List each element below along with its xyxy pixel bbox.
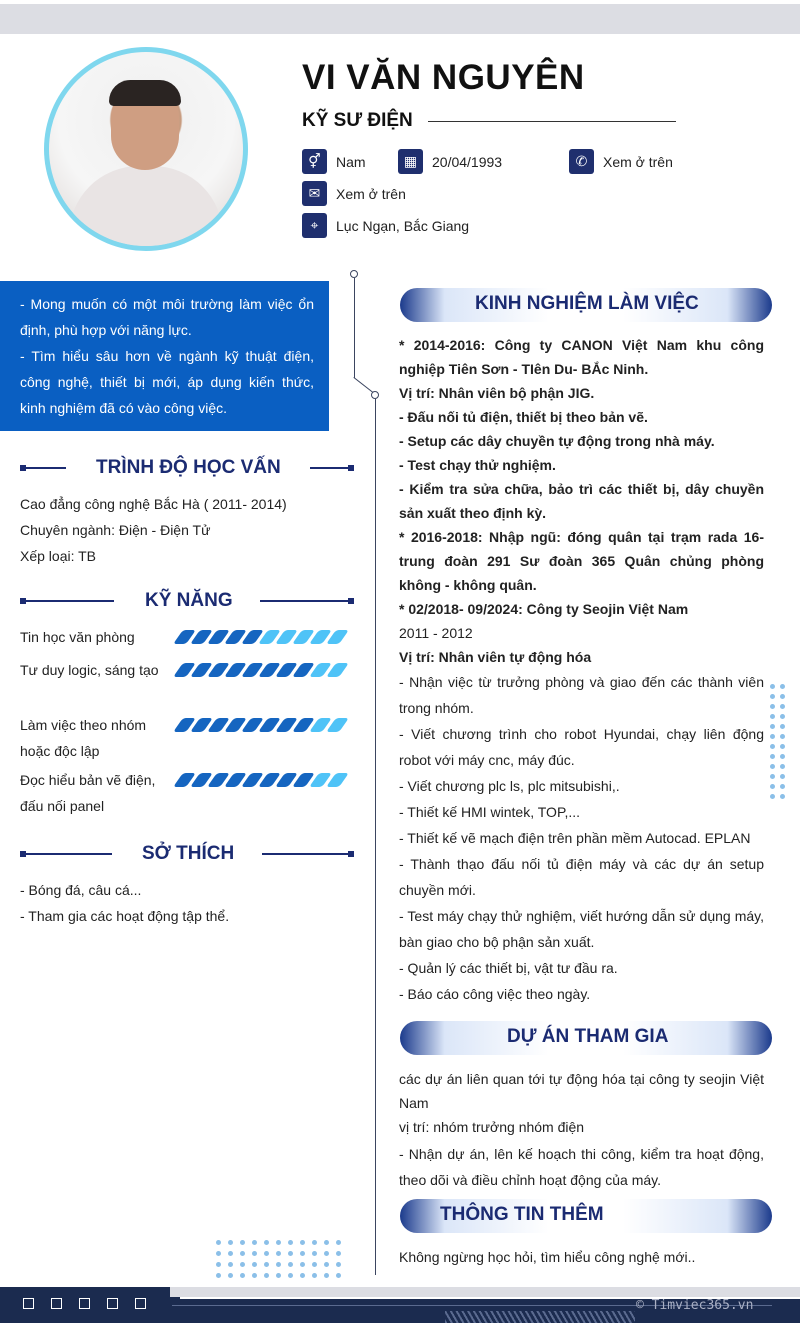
experience-line: * 2014-2016: Công ty CANON Việt Nam khu công nghiệp Tiên Sơn - TIên Du- BẮc Ninh. [399,337,764,377]
experience-line: - Viết chương plc ls, plc mitsubishi,. [399,778,620,794]
experience-line: 2011 - 2012 [399,625,473,641]
dot-pattern [216,1240,341,1278]
gender-info: ⚥ Nam [302,149,366,174]
mail-icon: ✉ [302,181,327,206]
experience-line: - Kiểm tra sửa chữa, bảo trì các thiết bị, dây chuyền sản xuất theo định kỳ. [399,481,764,521]
birthday-info: ▦ 20/04/1993 [398,149,502,174]
top-band [0,4,800,34]
candidate-name: VI VĂN NGUYÊN [302,58,585,97]
extra-header [400,1199,772,1233]
experience-list [399,333,764,1007]
skill-bar [178,718,344,732]
skill-item: Làm việc theo nhóm hoặc độc lập [20,717,147,759]
watermark: © Timviec365.vn [636,1298,754,1313]
education-title: TRÌNH ĐỘ HỌC VẤN [96,457,281,478]
avatar [44,47,248,251]
experience-line: - Test máy chạy thử nghiệm, viết hướng dẫn sử dụng máy, bàn giao cho bộ phận sản xuất. [399,908,764,950]
location-icon: ⌖ [302,213,327,238]
experience-line: - Nhận việc từ trưởng phòng và giao đến các thành viên trong nhóm. [399,674,764,716]
skill-item: Tư duy logic, sáng tạo [20,662,159,678]
experience-line: - Viết chương trình cho robot Hyundai, chạy liên động robot với máy cnc, máy đúc. [399,726,764,768]
experience-line: * 2016-2018: Nhập ngũ: đóng quân tại trạm rada 16- trung đoàn 291 Sư đoàn 365 Quân chủng phòng không - không quân. [399,529,764,593]
experience-header [400,288,772,322]
education-list: Cao đẳng công nghệ Bắc Hà ( 2011- 2014) Chuyên ngành: Điện - Điện Tử Xếp loại: TB [20,496,287,564]
hobbies-title: SỞ THÍCH [142,843,235,864]
experience-line: Vị trí: Nhân viên tự động hóa [399,649,592,665]
projects-header [400,1021,772,1055]
career-objective: - Mong muốn có một môi trường làm việc ổn định, phù hợp với năng lực. - Tìm hiểu sâu hơn về ngành kỹ thuật điện, công nghệ, thiết bị mới, áp dụng kiến thức, kinh nghiệm đã có vào công việc. [0,281,329,431]
experience-line: - Thiết kế vẽ mạch điện trên phần mềm Autocad. EPLAN [399,830,751,846]
timeline-dot [350,270,358,278]
dot-pattern [770,684,785,799]
experience-line: - Thành thạo đấu nối tủ điện máy và các dự án setup chuyền mới. [399,856,764,898]
skill-bar [178,663,344,677]
skills-title: KỸ NĂNG [145,590,233,611]
gender-icon: ⚥ [302,149,327,174]
timeline-line [375,399,376,1275]
timeline-line [354,278,355,378]
experience-line: - Test chạy thử nghiệm. [399,457,556,473]
projects-list: các dự án liên quan tới tự động hóa tại công ty seojin Việt Nam vị trí: nhóm trưởng nhóm điện - Nhận dự án, lên kế hoạch thi công, kiểm tra hoạt động, theo dõi và điều chỉnh hoạt động của máy. [399,1071,764,1188]
extra-title: THÔNG TIN THÊM [440,1204,604,1225]
candidate-role: KỸ SƯ ĐIỆN [302,110,413,131]
skill-item: Đọc hiểu bản vẽ điện, đấu nối panel [20,772,156,814]
experience-line: * 02/2018- 09/2024: Công ty Seojin Việt Nam [399,601,689,617]
extra-list: Không ngừng học hỏi, tìm hiểu công nghệ mới.. [399,1249,696,1265]
experience-line: - Quản lý các thiết bị, vật tư đầu ra. [399,960,618,976]
role-divider [428,121,676,122]
experience-line: - Đấu nối tủ điện, thiết bị theo bản vẽ. [399,409,648,425]
experience-line: - Setup các dây chuyền tự động trong nhà máy. [399,433,715,449]
phone-icon: ✆ [569,149,594,174]
experience-title: KINH NGHIỆM LÀM VIỆC [475,293,699,314]
timeline-dot [371,391,379,399]
experience-line: - Báo cáo công việc theo ngày. [399,986,591,1002]
skill-bar [178,630,344,644]
projects-title: DỰ ÁN THAM GIA [507,1026,669,1047]
cake-icon: ▦ [398,149,423,174]
hobbies-list: - Bóng đá, câu cá... - Tham gia các hoạt động tập thể. [20,882,230,924]
email-info: ✉ Xem ở trên [302,181,406,206]
skill-item: Tin học văn phòng [20,629,135,645]
address-info: ⌖ Lục Ngạn, Bắc Giang [302,213,469,238]
skill-bar [178,773,344,787]
experience-line: Vị trí: Nhân viên bộ phận JIG. [399,385,595,401]
phone-info: ✆ Xem ở trên [569,149,673,174]
experience-line: - Thiết kế HMI wintek, TOP,... [399,804,581,820]
